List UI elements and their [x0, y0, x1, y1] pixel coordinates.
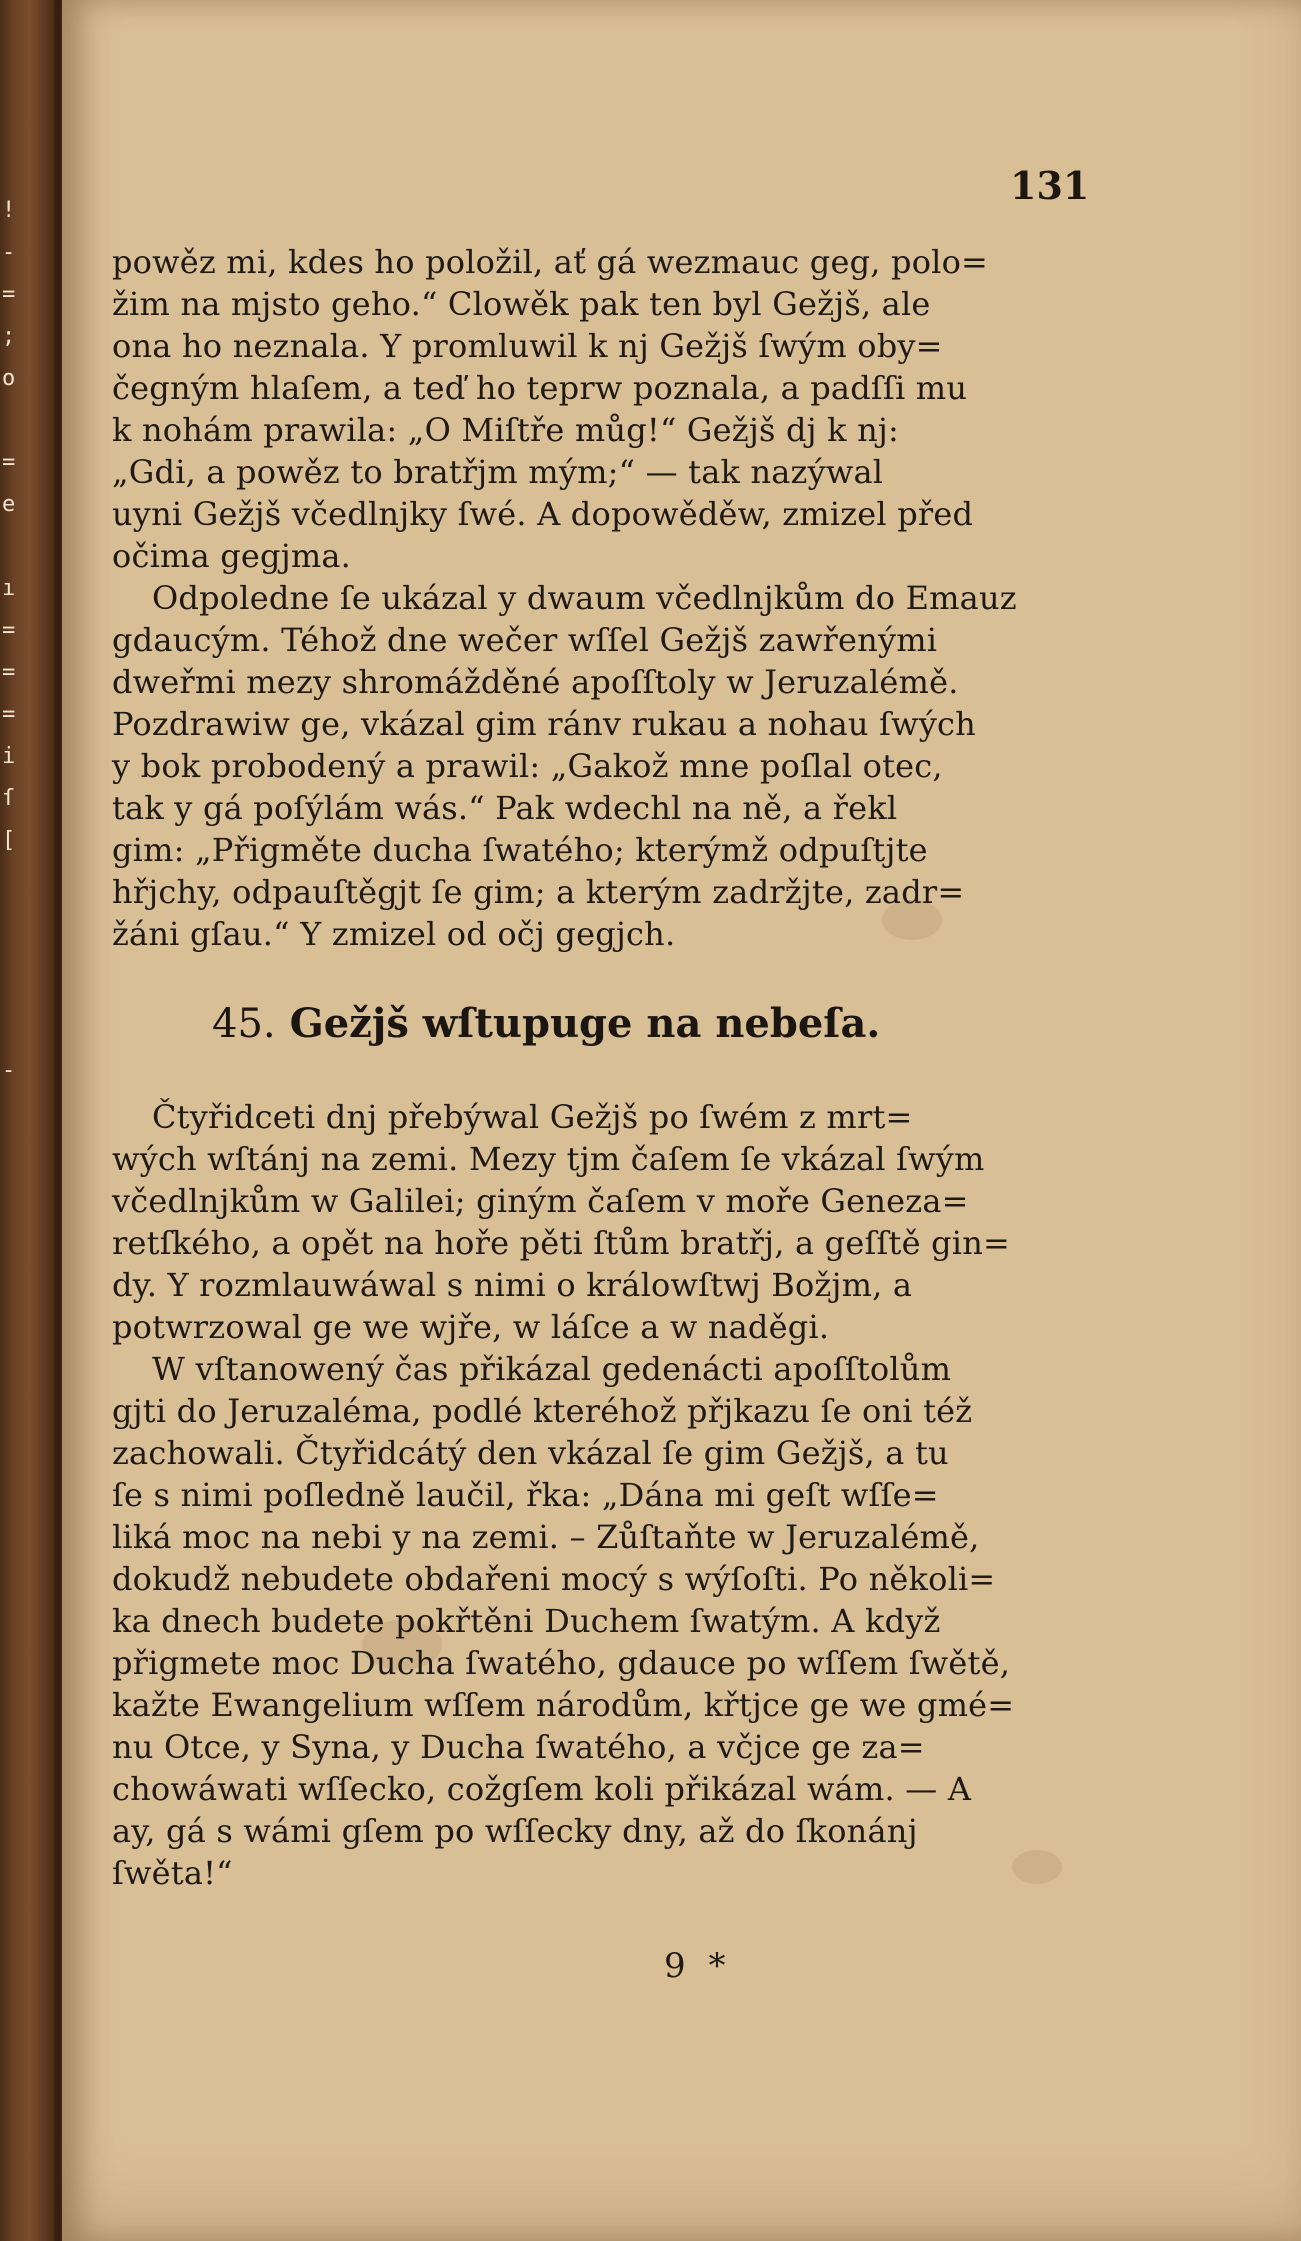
margin-fragment: =: [2, 450, 16, 475]
text-line: chowáwati wſſecko, cožgſem koli přikázal wám. — A: [112, 1770, 972, 1808]
text-line: ona ho neznala. Y promluwil k nj Gežjš ſwým oby=: [112, 327, 943, 365]
text-line: uyni Gežjš včedlnjky ſwé. A dopowěděw, zmizel před: [112, 495, 974, 533]
margin-fragment: ſ: [2, 786, 16, 811]
text-line: ſe s nimi poſledně laučil, řka: „Dána mi geſt wſſe=: [112, 1476, 939, 1514]
section-heading: [212, 1000, 880, 1047]
margin-fragment: !: [2, 198, 16, 223]
text-line: Pozdrawiw ge, vkázal gim ránv rukau a nohau ſwých: [112, 705, 976, 743]
text-line: gjti do Jeruzaléma, podlé kteréhož přjkazu ſe oni též: [112, 1392, 973, 1430]
text-line: potwrzowal ge we wjře, w láſce a w naděgi.: [112, 1308, 830, 1346]
text-line: tak y gá poſýlám wás.“ Pak wdechl na ně, a řekl: [112, 789, 898, 827]
text-line: kažte Ewangelium wſſem národům, křtjce ge we gmé=: [112, 1686, 1015, 1724]
text-line: žáni gſau.“ Y zmizel od očj gegjch.: [112, 915, 676, 953]
text-line: dweřmi mezy shromážděné apoſſtoly w Jeruzalémě.: [112, 663, 959, 701]
binding-fold: [54, 0, 60, 2241]
page-number: 131: [1010, 163, 1090, 208]
text-line: „Gdi, a powěz to bratřjm mým;“ — tak nazýwal: [112, 453, 884, 491]
text-line: k nohám prawila: „O Miſtře můg!“ Gežjš dj k nj:: [112, 411, 900, 449]
margin-fragment: o: [2, 366, 16, 391]
margin-fragment: -: [2, 1058, 16, 1083]
text-line: přigmete moc Ducha ſwatého, gdauce po wſſem ſwětě,: [112, 1644, 1011, 1682]
margin-fragment: i: [2, 744, 16, 769]
text-line: gdaucým. Téhož dne wečer wſſel Gežjš zawřenými: [112, 621, 938, 659]
text-line: hřjchy, odpauſtěgjt ſe gim; a kterým zadržjte, zadr=: [112, 873, 965, 911]
paragraph: [112, 241, 1072, 577]
text-line: dokudž nebudete obdařeni mocý s wýſoſti. Po několi=: [112, 1560, 996, 1598]
section-title: Gežjš wſtupuge na nebeſa.: [289, 1000, 881, 1047]
paragraph: [112, 1096, 1092, 1348]
section-number: 45.: [212, 1001, 276, 1047]
text-line: liká moc na nebi y na zemi. – Zůſtaňte w Jeruzalémě,: [112, 1518, 980, 1556]
margin-fragment: e: [2, 492, 16, 517]
margin-fragment: =: [2, 660, 16, 685]
body-text-top: [112, 241, 1072, 955]
margin-fragment: ı: [2, 576, 16, 601]
text-line: nu Otce, y Syna, y Ducha ſwatého, a včjce ge za=: [112, 1728, 925, 1766]
margin-fragment: =: [2, 618, 16, 643]
text-line: Odpoledne ſe ukázal y dwaum včedlnjkům do Emauz: [152, 579, 1017, 617]
text-line: powěz mi, kdes ho položil, ať gá wezmauc geg, polo=: [112, 243, 989, 281]
text-line: W vſtanowený čas přikázal gedenácti apoſſtolům: [152, 1350, 952, 1388]
text-line: ay, gá s wámi gſem po wſſecky dny, až do ſkonánj: [112, 1812, 918, 1850]
margin-fragment: [: [2, 828, 16, 853]
text-line: ka dnech budete pokřtěni Duchem ſwatým. A když: [112, 1602, 941, 1640]
text-line: wých wſtánj na zemi. Mezy tjm čaſem ſe vkázal ſwým: [112, 1140, 985, 1178]
text-line: dy. Y rozmlauwáwal s nimi o králowſtwj Božjm, a: [112, 1266, 913, 1304]
margin-fragment: -: [2, 240, 16, 265]
text-line: retſkého, a opět na hoře pěti ſtům bratřj, a geſſtě gin=: [112, 1224, 1011, 1262]
text-line: y bok probodený a prawil: „Gakož mne poſlal otec,: [112, 747, 943, 785]
paragraph: [112, 577, 1072, 955]
text-line: očima gegjma.: [112, 537, 352, 575]
margin-fragment: =: [2, 282, 16, 307]
text-line: zachowali. Čtyřidcátý den vkázal ſe gim Gežjš, a tu: [112, 1434, 949, 1472]
margin-fragment: =: [2, 702, 16, 727]
body-text-bottom: [112, 1096, 1092, 1894]
signature-mark: 9 *: [664, 1946, 732, 1986]
text-line: včedlnjkům w Galilei; giným čaſem v moře Geneza=: [112, 1182, 969, 1220]
text-line: čegným hlaſem, a teď ho teprw poznala, a padſſi mu: [112, 369, 968, 407]
text-line: gim: „Přigměte ducha ſwatého; kterýmž odpuſtjte: [112, 831, 928, 869]
paragraph: [112, 1348, 1092, 1894]
margin-fragment: ;: [2, 324, 16, 349]
text-line: Čtyřidceti dnj přebýwal Gežjš po ſwém z mrt=: [152, 1098, 913, 1136]
text-line: žim na mjsto geho.“ Clowěk pak ten byl Gežjš, ale: [112, 285, 931, 323]
text-line: ſwěta!“: [112, 1854, 233, 1892]
